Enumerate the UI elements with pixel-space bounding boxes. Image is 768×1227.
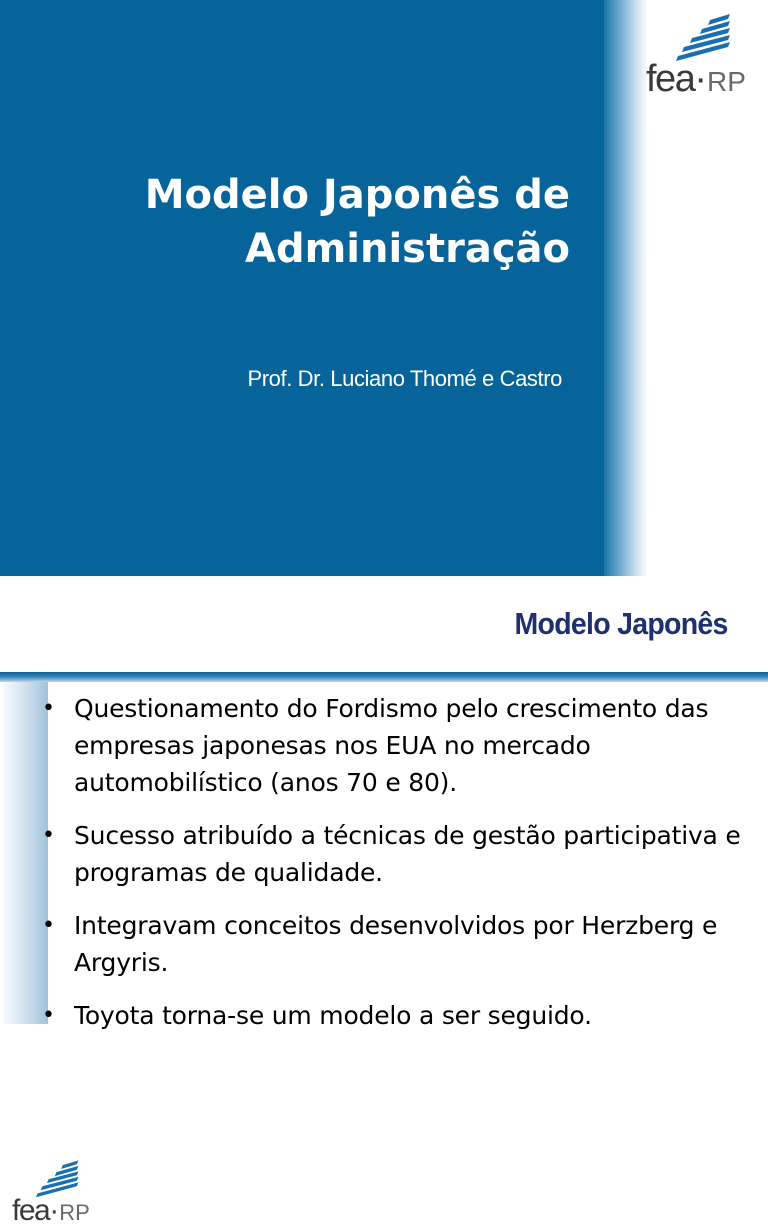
- logo-wordmark: fea·RP: [646, 58, 746, 100]
- title-slide: [0, 0, 768, 576]
- content-slide: [0, 576, 768, 1227]
- slide-title-line1: Modelo Japonês de: [144, 172, 570, 218]
- slide-title-line2: Administração: [245, 226, 570, 272]
- bullet-marker: •: [42, 696, 55, 721]
- bullet-marker: •: [42, 823, 55, 848]
- bullet-text: Questionamento do Fordismo pelo crescimento das empresas japonesas nos EUA no mercado automobilístico (anos 70 e 80).: [74, 694, 709, 797]
- list-item: [42, 907, 752, 981]
- bullet-text: Toyota torna-se um modelo a ser seguido.: [74, 1001, 592, 1030]
- bullet-text: Integravam conceitos desenvolvidos por Herzberg e Argyris.: [74, 911, 718, 977]
- header-divider: [0, 672, 768, 682]
- bullet-text: Sucesso atribuído a técnicas de gestão participativa e programas de qualidade.: [74, 821, 741, 887]
- fea-rp-logo: [12, 1160, 96, 1226]
- slide-heading: Modelo Japonês: [514, 606, 728, 641]
- list-item: [42, 997, 752, 1034]
- list-item: [42, 690, 752, 801]
- slide-title: [70, 168, 570, 276]
- bullet-marker: •: [42, 1003, 55, 1028]
- fea-stripes-logo-icon: [676, 14, 732, 64]
- side-gradient: [0, 682, 48, 1024]
- fea-rp-logo: [646, 14, 752, 98]
- title-background-panel: [0, 0, 604, 576]
- bullet-marker: •: [42, 913, 55, 938]
- presenter-name: Prof. Dr. Luciano Thomé e Castro: [247, 366, 562, 391]
- logo-wordmark: fea·RP: [12, 1194, 90, 1227]
- list-item: [42, 817, 752, 891]
- panel-shadow: [604, 0, 648, 576]
- bullet-list: [42, 690, 752, 1050]
